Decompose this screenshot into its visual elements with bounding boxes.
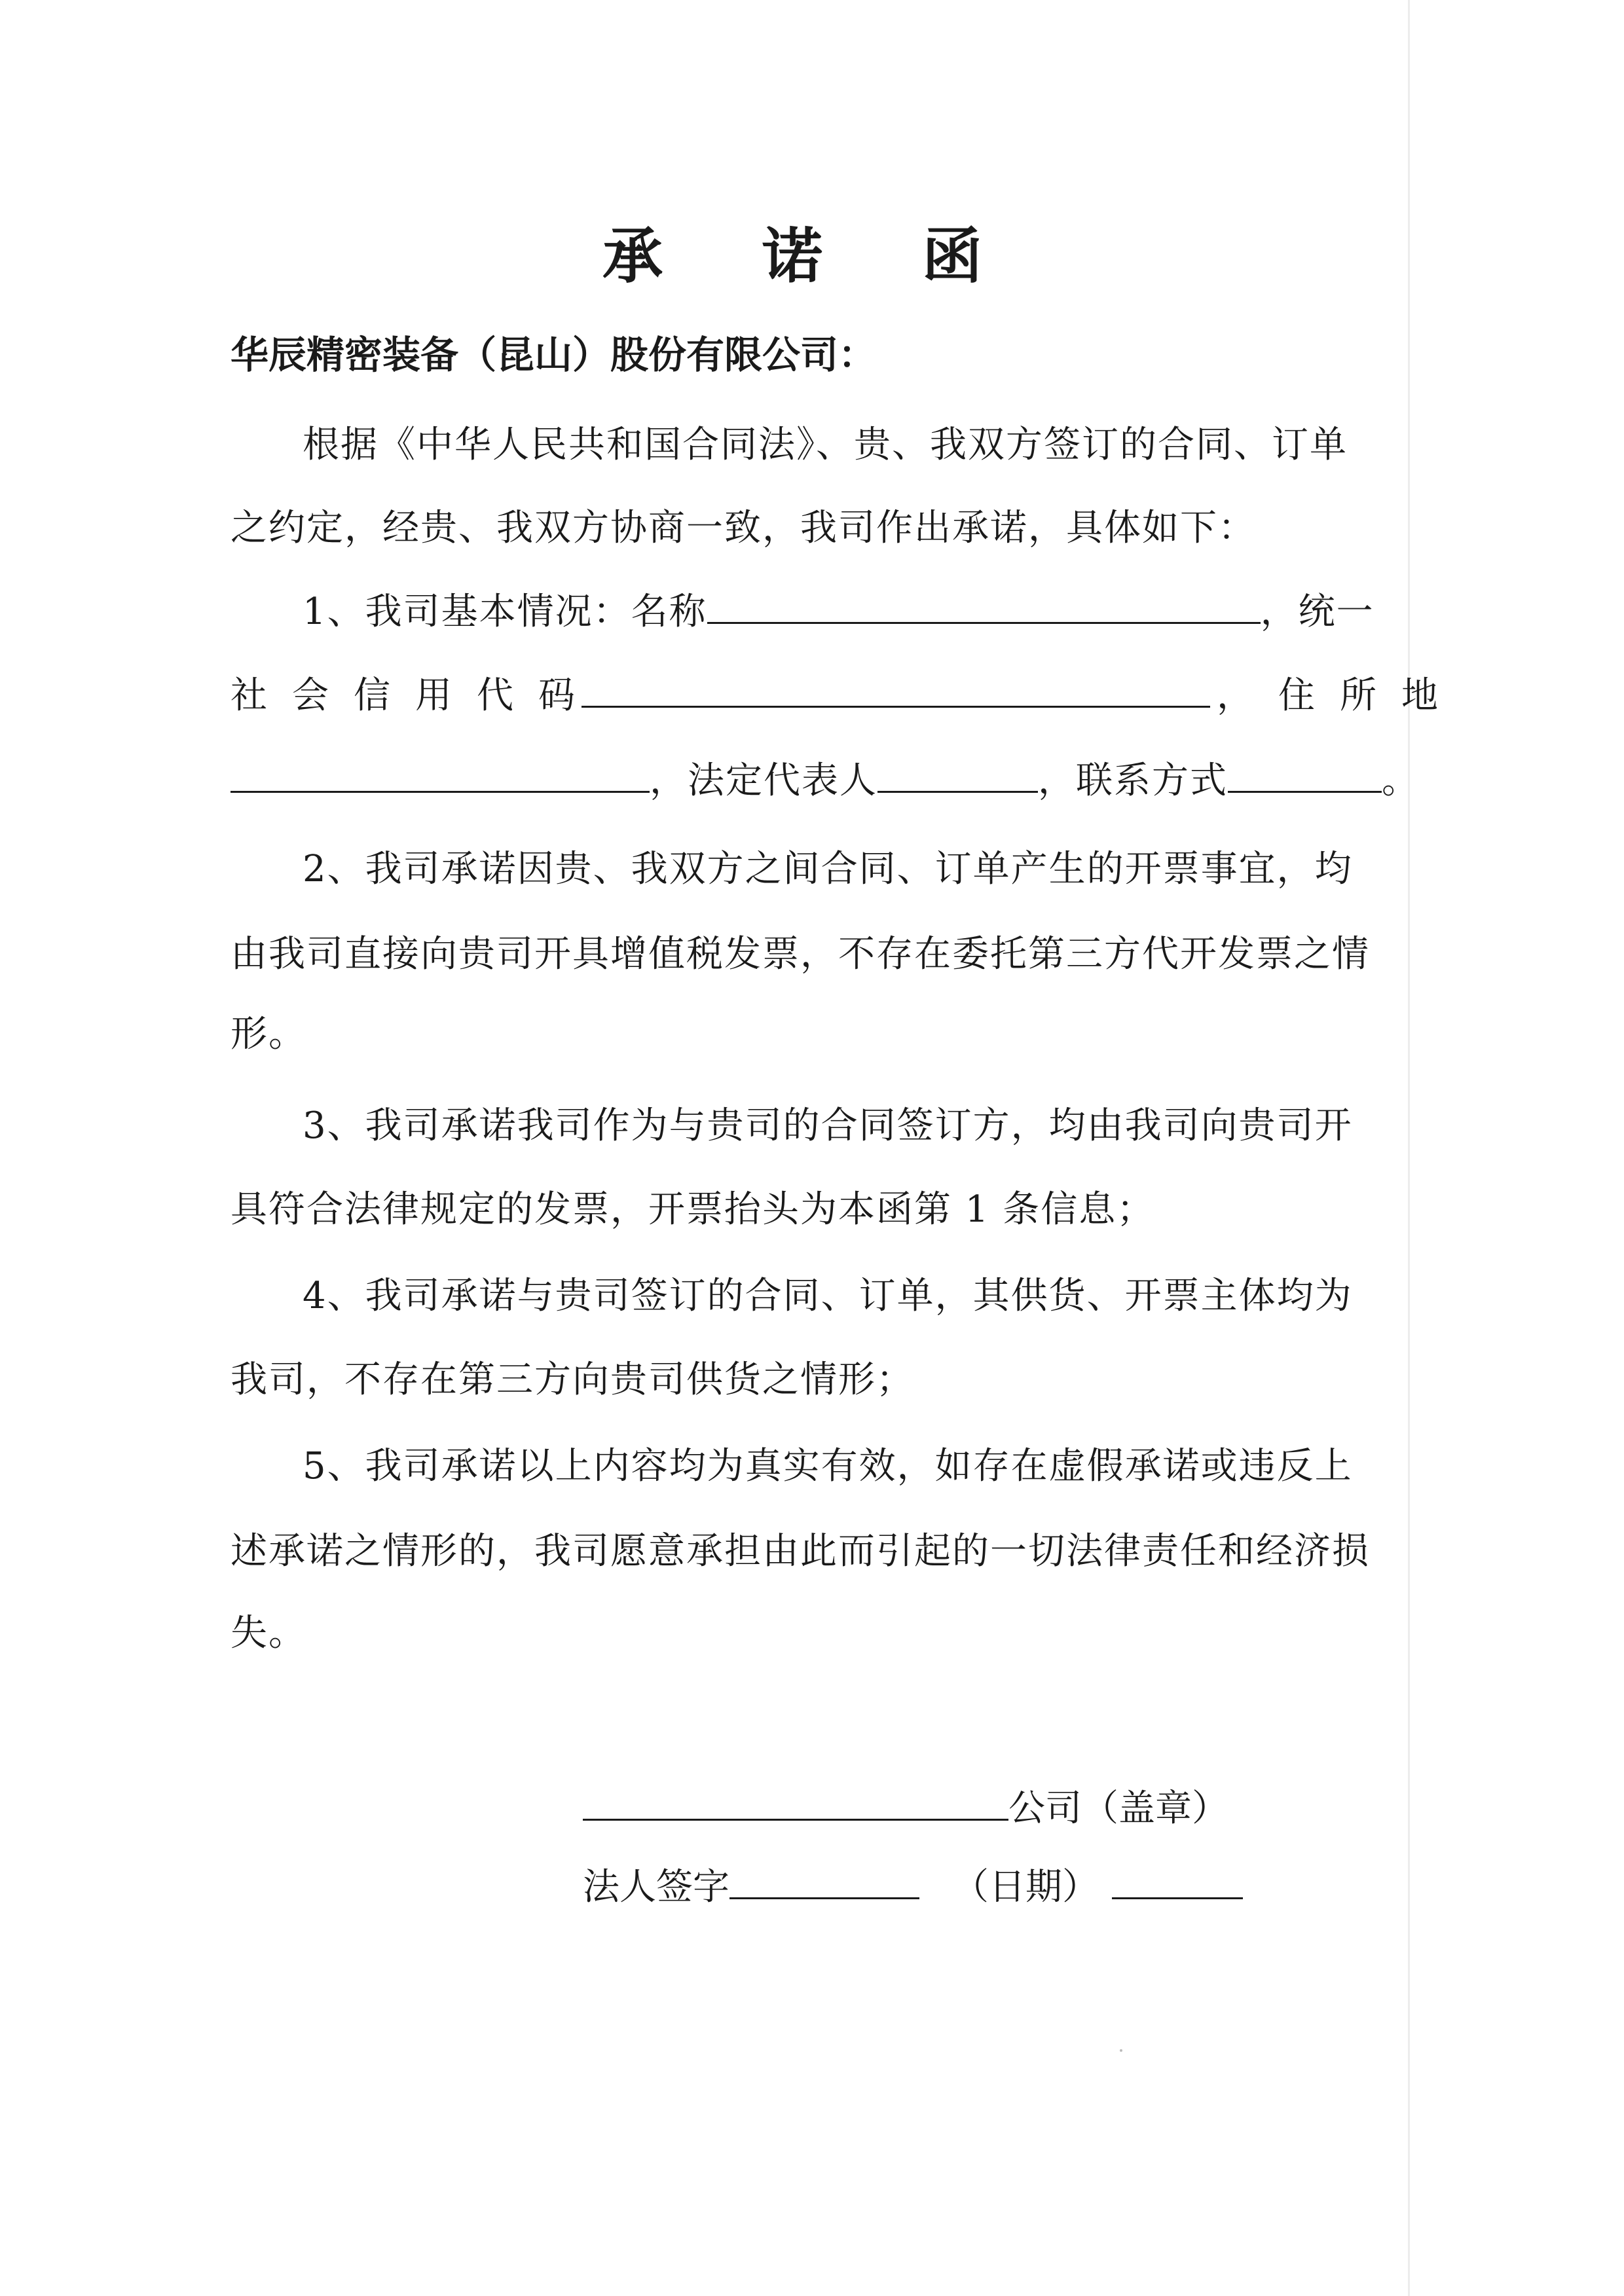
item5-line-3: 失。 (231, 1612, 306, 1654)
page-edge (1408, 0, 1624, 2296)
company-seal-label: 公司（盖章） (1008, 1787, 1228, 1830)
legal-sign-line (583, 1858, 1243, 1910)
item1-line-1 (303, 583, 1375, 635)
item4-line-1: 4、我司承诺与贵司签订的合同、订单，其供货、开票主体均为 (303, 1275, 1353, 1317)
item5-line-2: 述承诺之情形的，我司愿意承担由此而引起的一切法律责任和经济损 (231, 1530, 1370, 1573)
legal-rep-blank[interactable] (877, 758, 1038, 793)
company-seal-blank[interactable] (583, 1786, 1008, 1821)
scan-speck (1120, 2049, 1122, 2052)
addressee: 华辰精密装备（昆山）股份有限公司： (231, 333, 877, 377)
item1-line-3 (231, 752, 1420, 804)
credit-code-label: 社会信用代码 (231, 674, 600, 717)
intro-line-2: 之约定，经贵、我双方协商一致，我司作出承诺，具体如下： (231, 507, 1256, 549)
legal-rep-label: ，法定代表人 (650, 759, 877, 802)
item2-line-1: 2、我司承诺因贵、我双方之间合同、订单产生的开票事宜，均 (303, 848, 1353, 890)
item3-line-2: 具符合法律规定的发票，开票抬头为本函第 1 条信息； (231, 1188, 1155, 1231)
contact-blank[interactable] (1228, 758, 1382, 793)
name-blank[interactable] (707, 589, 1261, 624)
item1-end: 。 (1382, 759, 1420, 802)
item1-tail: ，统一 (1260, 591, 1375, 633)
address-label: ，住所地 (1217, 674, 1463, 717)
date-blank[interactable] (1112, 1865, 1243, 1899)
legal-sign-label: 法人签字 (583, 1866, 729, 1908)
date-label: （日期） (952, 1866, 1099, 1908)
item1-prefix: 1、我司基本情况：名称 (303, 591, 707, 633)
item4-line-2: 我司，不存在第三方向贵司供货之情形； (231, 1358, 914, 1401)
address-blank[interactable] (231, 758, 650, 793)
credit-code-blank[interactable] (581, 673, 1210, 708)
item2-line-3: 形。 (231, 1013, 306, 1055)
company-seal-line (583, 1779, 1228, 1832)
document-title: 承 诺 函 (602, 221, 1022, 291)
intro-line-1: 根据《中华人民共和国合同法》、贵、我双方签订的合同、订单 (303, 424, 1348, 466)
item5-line-1: 5、我司承诺以上内容均为真实有效，如存在虚假承诺或违反上 (303, 1445, 1353, 1487)
item2-line-2: 由我司直接向贵司开具增值税发票，不存在委托第三方代开发票之情 (231, 933, 1370, 975)
item3-line-1: 3、我司承诺我司作为与贵司的合同签订方，均由我司向贵司开 (303, 1104, 1353, 1147)
item1-line-2 (231, 666, 1463, 719)
legal-sign-blank[interactable] (729, 1865, 919, 1899)
contact-label: ，联系方式 (1038, 759, 1228, 802)
